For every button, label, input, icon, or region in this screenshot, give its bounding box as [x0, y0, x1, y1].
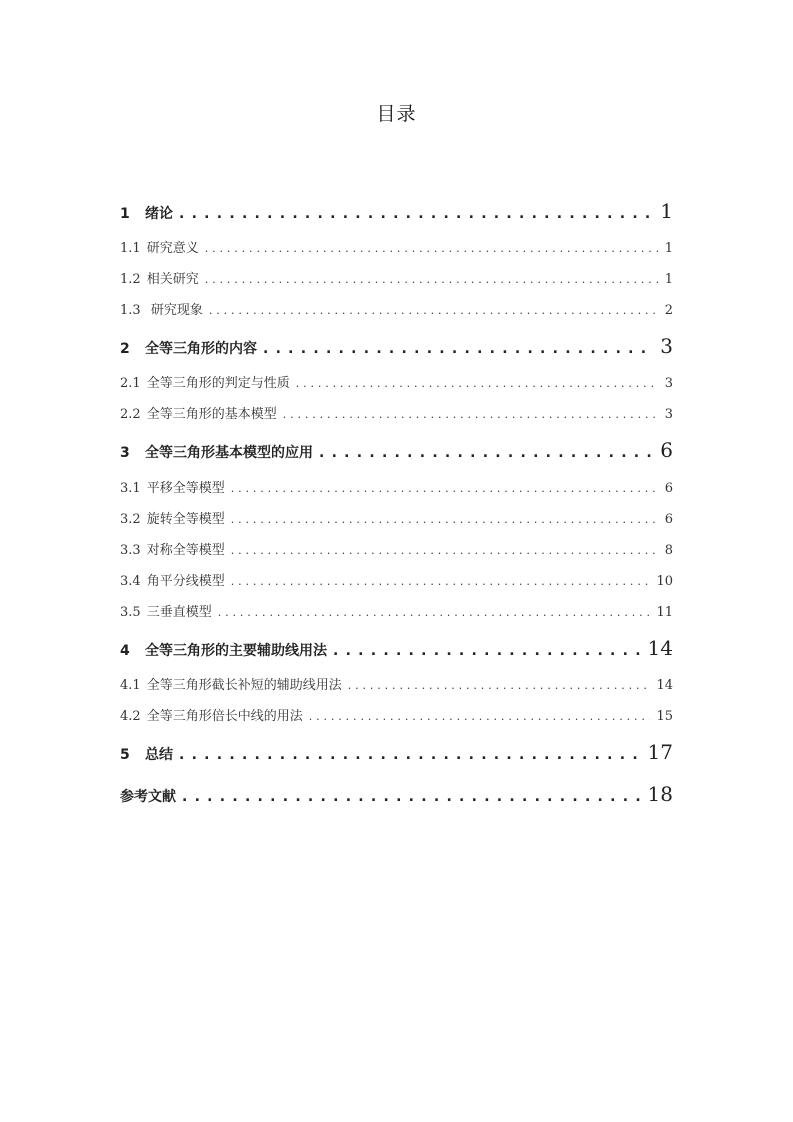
dot-leader: [182, 789, 642, 805]
toc-entry-number: 3.3: [120, 543, 141, 558]
dot-leader: [309, 710, 651, 723]
toc-entry-text: 全等三角形截长补短的辅助线用法: [146, 678, 342, 693]
dot-leader: [179, 206, 654, 222]
dot-leader: [179, 747, 642, 763]
toc-entry-page: 10: [656, 574, 673, 589]
toc-entry-3-1[interactable]: [120, 477, 673, 496]
toc-entry-3-2[interactable]: [120, 508, 673, 527]
dot-leader: [231, 482, 659, 495]
toc-entry-number: 2.2: [120, 407, 141, 422]
toc-entry-text: 旋转全等模型: [146, 512, 225, 527]
toc-entry-page: 3: [664, 376, 673, 391]
toc-entry-page: 3: [664, 407, 673, 422]
toc-entry-text: 全等三角形的主要辅助线用法: [145, 643, 327, 659]
toc-entry-chapter-1[interactable]: [120, 199, 673, 223]
toc-entry-page: 6: [664, 481, 673, 496]
dot-leader: [263, 341, 654, 357]
dot-leader: [231, 575, 651, 588]
toc-entry-number: 1.2: [120, 272, 141, 287]
dot-leader: [231, 544, 659, 557]
toc-entry-text: 全等三角形的判定与性质: [146, 376, 290, 391]
toc-entry-number: 5: [120, 747, 130, 763]
toc-entry-chapter-4[interactable]: [120, 636, 673, 660]
toc-entry-text: 绪论: [145, 206, 173, 222]
toc-entry-2-2[interactable]: [120, 403, 673, 422]
toc-entry-page: 6: [664, 512, 673, 527]
toc-entry-number: 3.5: [120, 605, 141, 620]
dot-leader: [205, 242, 659, 255]
toc-entry-chapter-3[interactable]: [120, 438, 673, 462]
toc-entry-number: 1: [120, 206, 130, 222]
toc-entry-text: 全等三角形的内容: [145, 341, 257, 357]
toc-entry-number: 1.3: [120, 303, 141, 318]
toc-entry-1-1[interactable]: [120, 237, 673, 256]
dot-leader: [319, 445, 654, 461]
toc-entry-number: 4.1: [120, 678, 141, 693]
toc-entry-number: 4.2: [120, 709, 141, 724]
dot-leader: [231, 513, 659, 526]
toc-entry-1-2[interactable]: [120, 268, 673, 287]
toc-entry-text: 参考文献: [120, 789, 176, 805]
toc-entry-page: 15: [656, 709, 673, 724]
toc-entry-number: 2.1: [120, 376, 141, 391]
toc-entry-3-5[interactable]: [120, 601, 673, 620]
toc-entry-number: 2: [120, 341, 130, 357]
toc-entry-number: 3.1: [120, 481, 141, 496]
toc-entry-page: 14: [656, 678, 673, 693]
toc-entry-2-1[interactable]: [120, 372, 673, 391]
toc-entry-page: 17: [647, 740, 673, 764]
toc-entry-text: 研究意义: [146, 241, 199, 256]
toc-entry-page: 6: [660, 438, 673, 462]
toc-entry-text: 三垂直模型: [146, 605, 212, 620]
dot-leader: [296, 377, 659, 390]
toc-entry-text: 全等三角形倍长中线的用法: [146, 709, 303, 724]
toc-entry-number: 4: [120, 643, 130, 659]
toc-entry-number: 3.2: [120, 512, 141, 527]
toc-entry-page: 18: [647, 782, 673, 806]
toc-entry-text: 对称全等模型: [146, 543, 225, 558]
toc-entry-number: 1.1: [120, 241, 141, 256]
toc-entry-text: 研究现象: [146, 303, 203, 318]
toc-entry-references[interactable]: [120, 782, 673, 806]
dot-leader: [205, 273, 659, 286]
toc-entry-4-2[interactable]: [120, 705, 673, 724]
dot-leader: [348, 679, 651, 692]
toc-entry-page: 11: [656, 605, 673, 620]
toc-entry-page: 2: [664, 303, 673, 318]
toc-entry-page: 8: [664, 543, 673, 558]
toc-entry-page: 3: [660, 334, 673, 358]
toc-entry-text: 相关研究: [146, 272, 199, 287]
toc-entry-page: 1: [664, 272, 673, 287]
dot-leader: [218, 606, 651, 619]
toc-entry-number: 3.4: [120, 574, 141, 589]
toc-entry-4-1[interactable]: [120, 674, 673, 693]
dot-leader: [283, 408, 659, 421]
toc-entry-page: 1: [660, 199, 673, 223]
toc-entry-chapter-5[interactable]: [120, 740, 673, 764]
dot-leader: [333, 643, 642, 659]
toc-entry-page: 1: [664, 241, 673, 256]
toc-entry-number: 3: [120, 445, 130, 461]
toc-entry-3-3[interactable]: [120, 539, 673, 558]
toc-entry-1-3[interactable]: [120, 299, 673, 318]
toc-entry-text: 平移全等模型: [146, 481, 225, 496]
toc-entry-text: 总结: [145, 747, 173, 763]
toc-entry-text: 全等三角形的基本模型: [146, 407, 277, 422]
toc-entry-text: 角平分线模型: [146, 574, 225, 589]
toc-entry-text: 全等三角形基本模型的应用: [145, 445, 313, 461]
dot-leader: [209, 304, 659, 317]
toc-entry-page: 14: [647, 636, 673, 660]
toc-entry-3-4[interactable]: [120, 570, 673, 589]
toc-entry-chapter-2[interactable]: [120, 334, 673, 358]
toc-title: 目录: [376, 103, 417, 125]
